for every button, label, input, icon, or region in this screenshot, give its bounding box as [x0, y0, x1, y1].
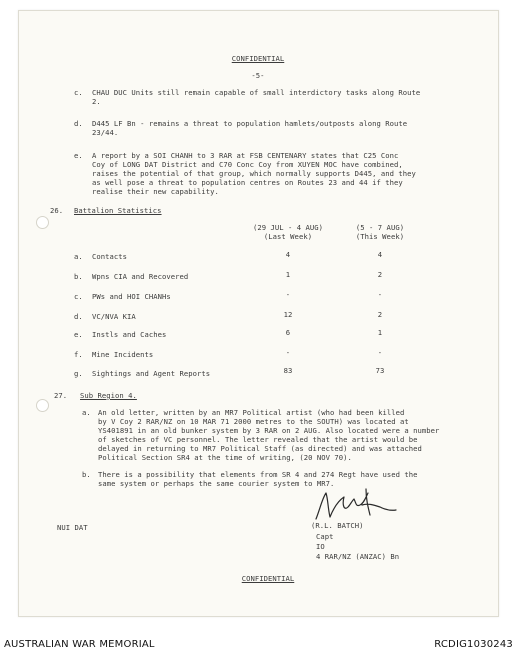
item-letter: d.	[74, 119, 83, 128]
signatory-unit: 4 RAR/NZ (ANZAC) Bn	[316, 552, 400, 561]
punch-hole-upper	[36, 216, 49, 229]
row-last-week-value: 12	[283, 310, 293, 319]
row-this-week-value: 73	[375, 366, 385, 375]
row-last-week-value: 83	[283, 366, 293, 375]
column-header-this-week-sub: (This Week)	[355, 232, 405, 241]
row-this-week-value: 2	[377, 310, 383, 319]
signatory-appointment: IO	[316, 542, 325, 551]
row-letter: a.	[74, 252, 83, 261]
item-text-line: There is a possibility that elements from SR 4 and 274 Regt have used the	[98, 470, 418, 479]
item-text-line: of sketches of VC personnel. The letter revealed that the artist would be	[98, 435, 418, 444]
punch-hole-lower	[36, 399, 49, 412]
row-last-week-value: 6	[285, 328, 291, 337]
classification-header: CONFIDENTIAL	[231, 54, 285, 63]
row-label: Instls and Caches	[92, 330, 167, 339]
row-this-week-value: 4	[377, 250, 383, 259]
item-text-line: A report by a SOI CHANH to 3 RAR at FSB CENTENARY states that C25 Conc	[92, 151, 399, 160]
signatory-name: (R.L. BATCH)	[311, 521, 364, 530]
column-header-last-week-sub: (Last Week)	[263, 232, 313, 241]
item-text-line: CHAU DUC Units still remain capable of small interdictory tasks along Route	[92, 88, 421, 97]
item-letter: b.	[82, 470, 91, 479]
section-number: 26.	[50, 206, 64, 215]
page-number: -5-	[251, 71, 265, 80]
row-label: Mine Incidents	[92, 350, 154, 359]
row-label: PWs and HOI CHANHs	[92, 292, 171, 301]
row-this-week-value: 2	[377, 270, 383, 279]
archive-name: AUSTRALIAN WAR MEMORIAL	[4, 639, 155, 650]
row-letter: c.	[74, 292, 83, 301]
document-page	[18, 10, 499, 617]
row-this-week-value: -	[377, 348, 383, 357]
row-label: VC/NVA KIA	[92, 312, 136, 321]
row-last-week-value: 4	[285, 250, 291, 259]
signatory-rank: Capt	[316, 532, 334, 541]
row-letter: e.	[74, 330, 83, 339]
item-text-line: as well pose a threat to population centres on Routes 23 and 44 if they	[92, 178, 403, 187]
row-letter: b.	[74, 272, 83, 281]
item-text-line: An old letter, written by an MR7 Political artist (who had been killed	[98, 408, 405, 417]
item-text-line: D445 LF Bn - remains a threat to population hamlets/outposts along Route	[92, 119, 408, 128]
item-text-line: 23/44.	[92, 128, 119, 137]
section-number: 27.	[54, 391, 68, 400]
row-last-week-value: -	[285, 290, 291, 299]
item-text-line: Coy of LONG DAT District and C70 Conc Coy from XUYEN MOC have combined,	[92, 160, 403, 169]
item-letter: e.	[74, 151, 83, 160]
classification-footer: CONFIDENTIAL	[241, 574, 295, 583]
item-text-line: same system or perhaps the same courier system to MR7.	[98, 479, 335, 488]
row-last-week-value: 1	[285, 270, 291, 279]
item-text-line: realise their new capability.	[92, 187, 219, 196]
item-text-line: Political Section SR4 at the time of writing, (20 NOV 70).	[98, 453, 352, 462]
section-title: Battalion Statistics	[74, 206, 162, 215]
item-text-line: 2.	[92, 97, 101, 106]
row-label: Contacts	[92, 252, 128, 261]
item-text-line: delayed in returning to MR7 Political Staff (as directed) and was attached	[98, 444, 422, 453]
item-text-line: raises the potential of that group, which normally supports D445, and they	[92, 169, 416, 178]
row-this-week-value: -	[377, 290, 383, 299]
item-letter: a.	[82, 408, 91, 417]
section-title: Sub Region 4.	[80, 391, 137, 400]
row-this-week-value: 1	[377, 328, 383, 337]
row-letter: d.	[74, 312, 83, 321]
item-letter: c.	[74, 88, 83, 97]
row-label: Sightings and Agent Reports	[92, 369, 211, 378]
column-header-last-week: (29 JUL - 4 AUG)	[252, 223, 324, 232]
row-letter: f.	[74, 350, 83, 359]
location-label: NUI DAT	[57, 523, 88, 532]
archive-footer	[0, 630, 517, 654]
row-last-week-value: -	[285, 348, 291, 357]
column-header-this-week: (5 - 7 AUG)	[355, 223, 405, 232]
item-text-line: by V Coy 2 RAR/NZ on 10 MAR 71 2000 metres to the SOUTH) was located at	[98, 417, 409, 426]
archive-reference: RCDIG1030243	[434, 639, 513, 650]
row-letter: g.	[74, 369, 83, 378]
row-label: Wpns CIA and Recovered	[92, 272, 189, 281]
item-text-line: YS401891 in an old bunker system by 3 RAR on 2 AUG. Also located were a number	[98, 426, 440, 435]
